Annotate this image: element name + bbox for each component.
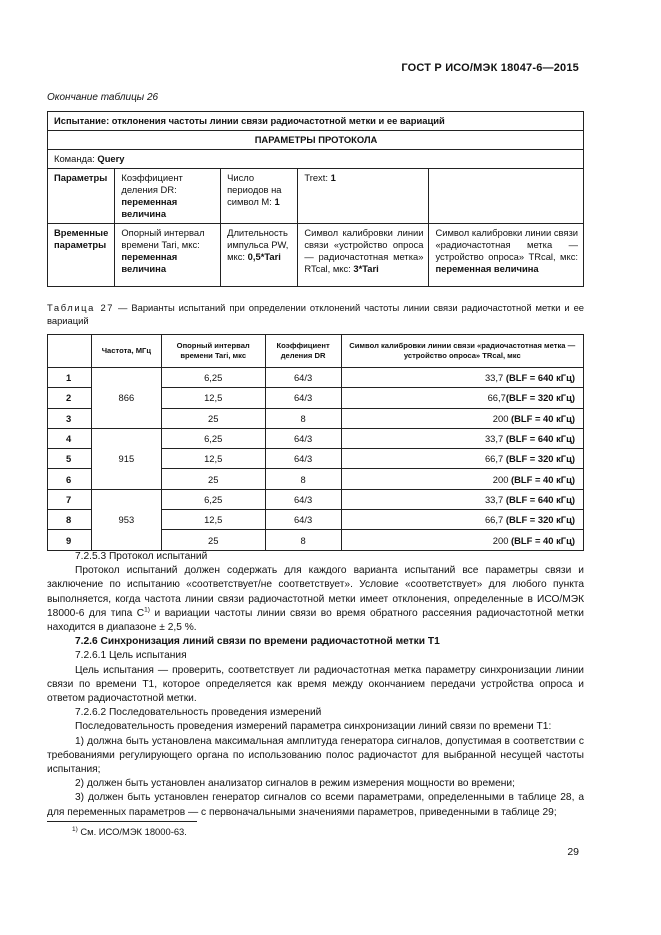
trcal-value: 33,7	[484, 493, 506, 505]
dr-value: переменная величина	[121, 196, 178, 220]
row-num: 2	[48, 388, 92, 408]
section-7-2-6-1: 7.2.6.1 Цель испытания	[75, 650, 187, 662]
tari-cell: 25	[161, 469, 265, 489]
trcal-cell	[341, 510, 583, 530]
rtcal-text: Символ калибровки линии связи «устройство опроса — радиочастотная метка» RTcal, мкс:	[304, 227, 424, 275]
pw-value: 0,5*Tari	[247, 251, 281, 263]
section-7-2-6-2: 7.2.6.2 Последовательность проведения измерений	[75, 707, 322, 719]
test-title: Испытание: отклонения частоты линии связи радиочастотной метки и ее вариаций	[48, 112, 584, 131]
trcal-cell	[429, 224, 584, 287]
trext-cell	[298, 169, 429, 224]
tari-cell: 12,5	[161, 510, 265, 530]
row-num: 5	[48, 449, 92, 469]
blf-value: (BLF = 320 кГц)	[505, 514, 575, 526]
tari-cell: 6,25	[161, 428, 265, 448]
trcal-cell	[341, 449, 583, 469]
trcal-cell	[341, 530, 583, 550]
dr-cell: 8	[265, 469, 341, 489]
footnote-divider	[47, 821, 197, 822]
blf-value: (BLF = 320 кГц)	[505, 392, 575, 404]
pw-text: Длительность импульса PW, мкс:	[227, 227, 289, 263]
row-num: 8	[48, 510, 92, 530]
footnote-mark: 1)	[72, 825, 78, 833]
table-continuation-caption: Окончание таблицы 26	[47, 92, 159, 103]
tari-cell: 6,25	[161, 489, 265, 509]
section-7-2-5-3: 7.2.5.3 Протокол испытаний	[75, 551, 208, 562]
header-num	[48, 335, 92, 368]
m-text: Число периодов на символ M:	[227, 172, 282, 208]
list-item-3: 3) должен быть установлен генератор сигналов со всеми параметрами, определенными в таблице 28, а для переменных параметров — с первоначальными значениями параметров, приведенными в таблице 29;	[47, 792, 584, 818]
tari-cell: 25	[161, 530, 265, 550]
header-dr: Коэффициент деления DR	[265, 335, 341, 368]
row-num: 1	[48, 368, 92, 388]
timing-label: Временные параметры	[48, 224, 115, 287]
blf-value: (BLF = 320 кГц)	[505, 453, 575, 465]
list-item-2: 2) должен быть установлен анализатор сигналов в режим измерения мощности во времени;	[75, 778, 515, 790]
body-text	[47, 550, 584, 820]
table-row	[48, 368, 584, 388]
empty-cell	[429, 169, 584, 224]
table-27-caption-prefix: Таблица 27	[47, 302, 115, 313]
table-27	[47, 334, 584, 551]
table-row	[48, 489, 584, 509]
command-label: Команда:	[54, 153, 98, 165]
blf-value: (BLF = 640 кГц)	[505, 493, 575, 505]
paragraph-goal: Цель испытания — проверить, соответствует ли радиочастотная метка параметру синхронизации линии связи по времени T1, которое определяется как время между окончанием передачи устройства опроса и ответом радиочастотной метки.	[47, 664, 584, 705]
row-num: 6	[48, 469, 92, 489]
trext-text: Trext:	[304, 172, 331, 184]
params-title: ПАРАМЕТРЫ ПРОТОКОЛА	[48, 131, 584, 150]
m-cell	[221, 169, 298, 224]
table-27-caption	[47, 302, 584, 327]
trcal-cell	[341, 408, 583, 428]
dr-cell: 8	[265, 530, 341, 550]
trcal-text: Символ калибровки линии связи «радиочастотная метка — устройство опроса» TRcal, мкс:	[435, 227, 578, 263]
header-tari: Опорный интервал времени Tari, мкс	[161, 335, 265, 368]
command-row	[48, 150, 584, 169]
section-7-2-6: 7.2.6 Синхронизация линий связи по времени радиочастотной метки T1	[75, 636, 440, 648]
tari-cell: 6,25	[161, 368, 265, 388]
table-26	[47, 111, 584, 287]
dr-text: Коэффициент деления DR:	[121, 172, 183, 196]
m-value: 1	[274, 196, 280, 208]
footnote-text: См. ИСО/МЭК 18000-63.	[77, 826, 187, 837]
row-num: 7	[48, 489, 92, 509]
paragraph-protocol-a: Протокол испытаний должен содержать для каждого варианта испытаний все параметры связи и заключение по испытанию «соответствует/не соответствует». Условие «соответствует» для любого пункта выполняется, когда частота линии связи радиочастотной метки имеет отклонения, определенные в ИСО/МЭК 18000-6 для типа С	[47, 565, 584, 619]
freq-cell: 866	[91, 368, 161, 429]
dr-cell: 64/3	[265, 510, 341, 530]
rtcal-cell	[298, 224, 429, 287]
dr-cell	[115, 169, 221, 224]
header-trcal: Символ калибровки линии связи «радиочастотная метка — устройство опроса» TRcal, мкс	[341, 335, 583, 368]
freq-cell: 915	[91, 428, 161, 489]
document-header: ГОСТ Р ИСО/МЭК 18047-6—2015	[401, 62, 579, 74]
dr-cell: 8	[265, 408, 341, 428]
tari-cell: 12,5	[161, 449, 265, 469]
tari-value: переменная величина	[121, 251, 178, 275]
row-num: 9	[48, 530, 92, 550]
table-27-caption-text: — Варианты испытаний при определении отклонений частоты линии связи радиочастотной метки и ее вариаций	[47, 302, 584, 326]
trcal-cell	[341, 428, 583, 448]
dr-cell: 64/3	[265, 449, 341, 469]
dr-cell: 64/3	[265, 368, 341, 388]
trcal-value: 200	[492, 473, 512, 485]
trext-value: 1	[330, 172, 336, 184]
footnote	[72, 826, 187, 837]
dr-cell: 64/3	[265, 388, 341, 408]
page-number: 29	[567, 846, 579, 858]
params-label: Параметры	[48, 169, 115, 224]
trcal-value: 33,7	[484, 372, 506, 384]
trcal-value: 200	[492, 412, 512, 424]
tari-text: Опорный интервал времени Tari, мкс:	[121, 227, 205, 251]
trcal-cell	[341, 388, 583, 408]
trcal-value: 33,7	[484, 433, 506, 445]
trcal-cell	[341, 469, 583, 489]
trcal-value: 66,7	[487, 392, 506, 404]
pw-cell	[221, 224, 298, 287]
trcal-cell	[341, 368, 583, 388]
command-value: Query	[97, 153, 125, 165]
trcal-value: 200	[492, 534, 512, 546]
paragraph-protocol-b: и вариации частоты линии связи во время обратного рассеяния радиочастотной метки находится в диапазоне ± 2,5 %.	[47, 607, 584, 634]
list-item-1: 1) должна быть установлена максимальная амплитуда генератора сигналов, допустимая в соответствии с требованиями регулирующего органа по использованию полос радиочастот для выбранной несущей частоты испытания;	[47, 735, 584, 776]
trcal-value: 66,7	[484, 453, 506, 465]
blf-value: (BLF = 640 кГц)	[505, 372, 575, 384]
trcal-value: 66,7	[484, 514, 506, 526]
trcal-cell	[341, 489, 583, 509]
blf-value: (BLF = 40 кГц)	[511, 473, 575, 485]
paragraph-sequence: Последовательность проведения измерений параметра синхронизации линий связи по времени T1:	[75, 721, 552, 733]
tari-cell: 12,5	[161, 388, 265, 408]
blf-value: (BLF = 40 кГц)	[511, 412, 575, 424]
dr-cell: 64/3	[265, 428, 341, 448]
tari-cell	[115, 224, 221, 287]
row-num: 4	[48, 428, 92, 448]
trcal-value: переменная величина	[435, 263, 539, 275]
tari-cell: 25	[161, 408, 265, 428]
row-num: 3	[48, 408, 92, 428]
footnote-ref: 1)	[144, 606, 150, 614]
blf-value: (BLF = 640 кГц)	[505, 433, 575, 445]
blf-value: (BLF = 40 кГц)	[511, 534, 575, 546]
dr-cell: 64/3	[265, 489, 341, 509]
table-row	[48, 428, 584, 448]
paragraph-protocol	[47, 564, 584, 635]
freq-cell: 953	[91, 489, 161, 550]
header-freq: Частота, МГц	[91, 335, 161, 368]
rtcal-value: 3*Tari	[353, 263, 379, 275]
